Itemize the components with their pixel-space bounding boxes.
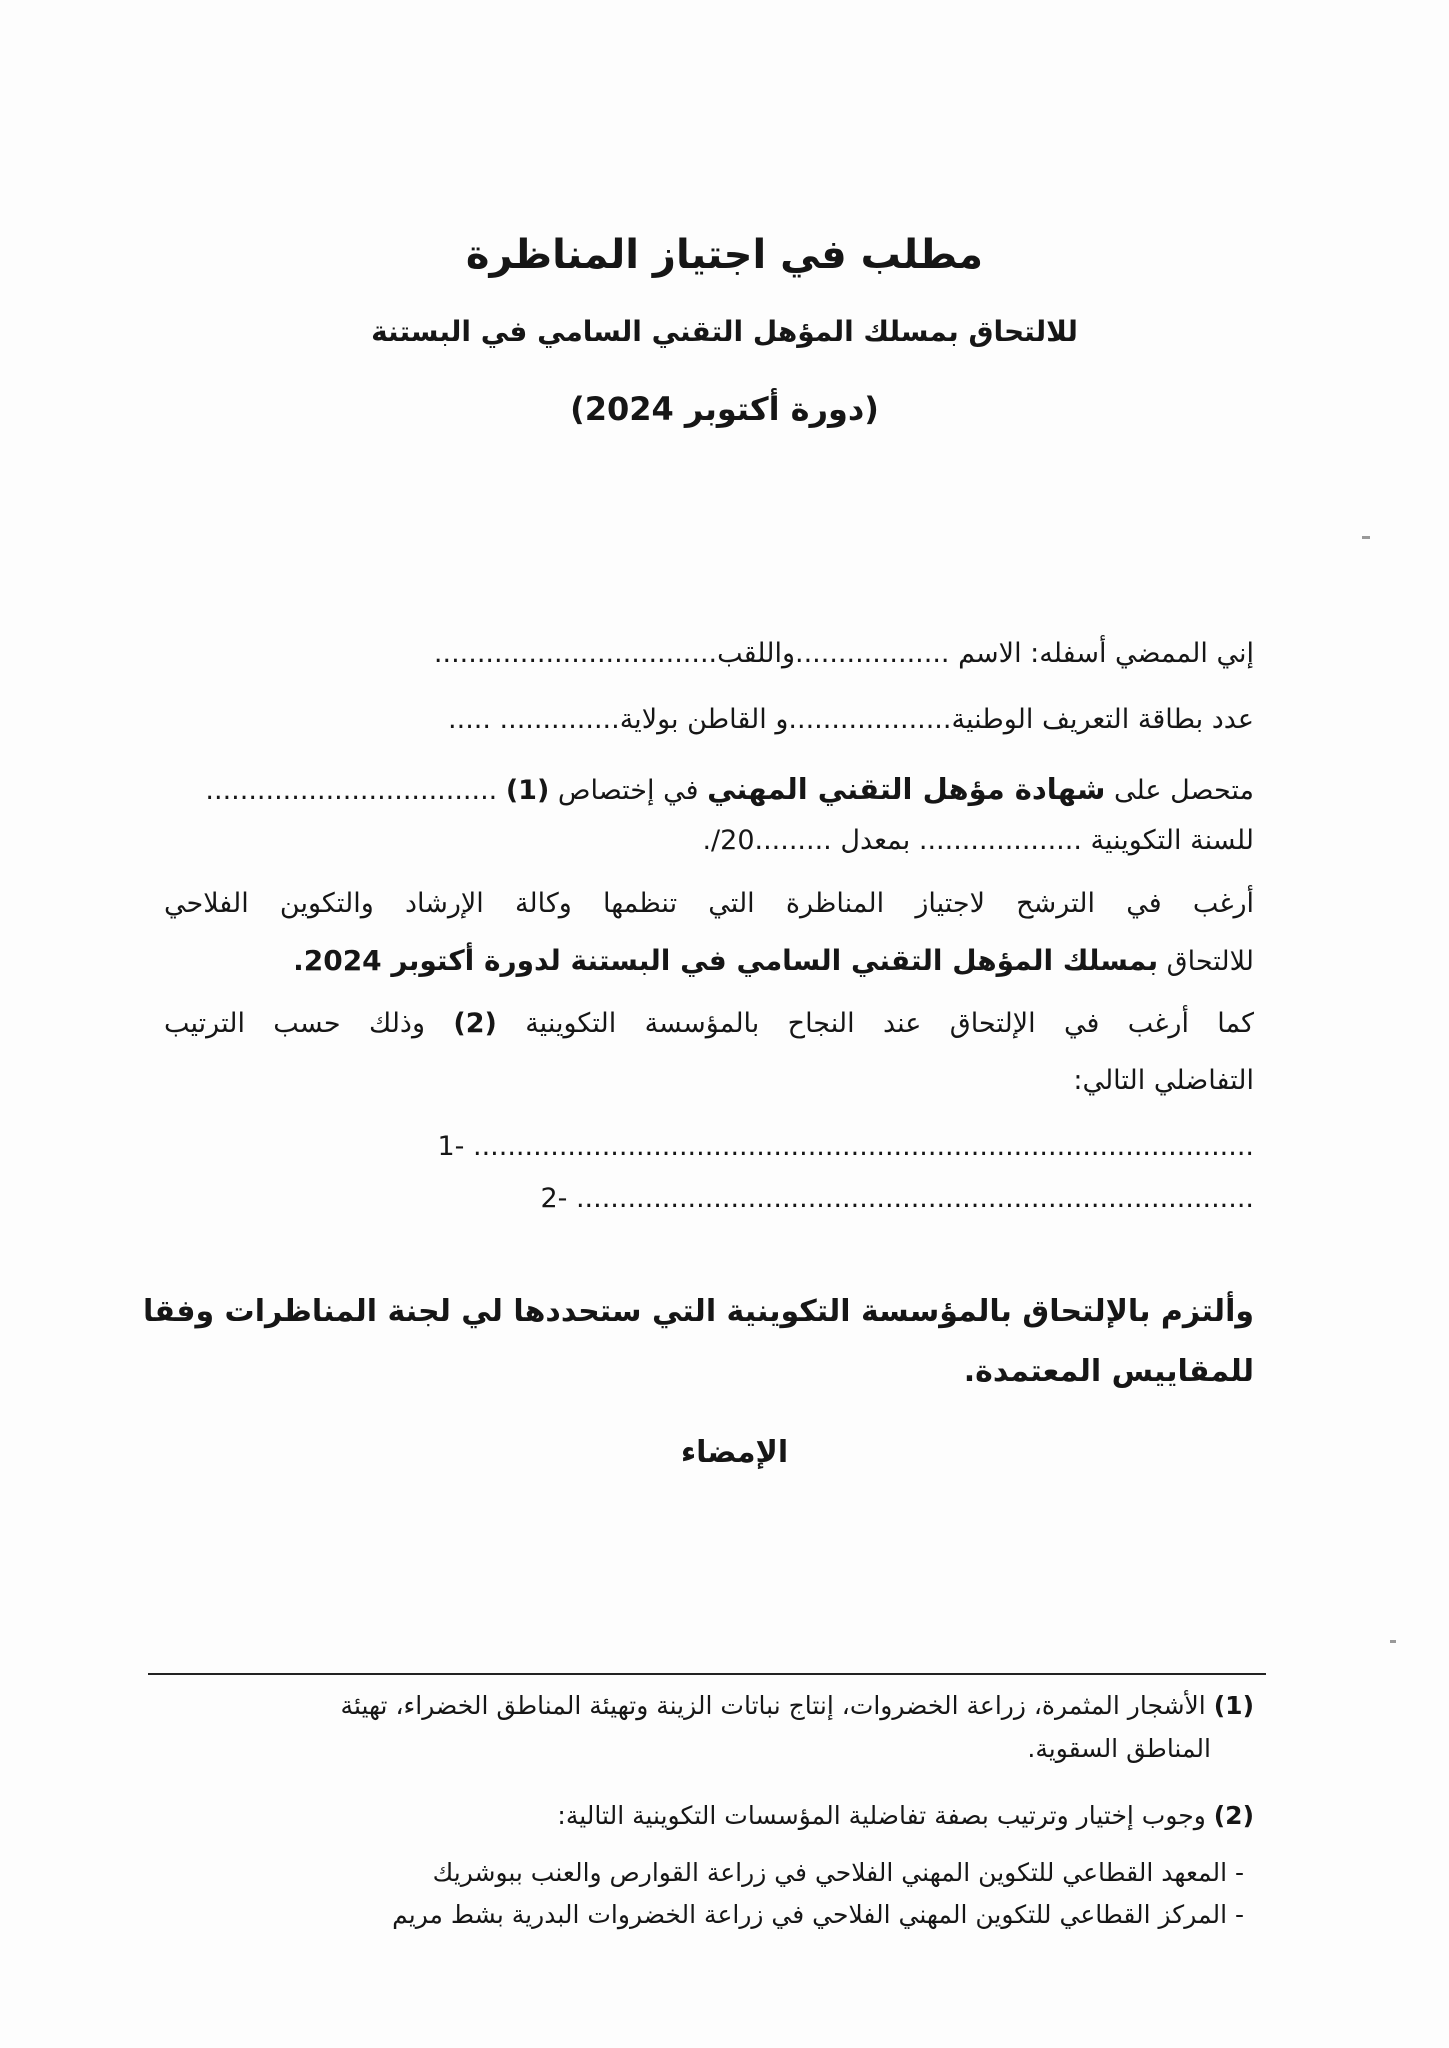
diploma-name: شهادة مؤهل التقني المهني — [707, 772, 1106, 806]
preference-line-2: التفاضلي التالي: — [1073, 1065, 1254, 1096]
name-line: إني الممضي أسفله: الاسم ..................واللقب................................. — [433, 638, 1254, 669]
choice-2: 2- ............................................................................... — [540, 1183, 1254, 1214]
specialty-label: في إختصاص — [549, 775, 708, 806]
footnote-separator — [148, 1673, 1266, 1675]
footnote-ref-1: (1) — [505, 775, 550, 806]
scan-speck — [1362, 536, 1370, 539]
footnote-2-number: (2) — [1213, 1801, 1254, 1830]
application-line-2 — [293, 944, 1254, 977]
join-prefix: للالتحاق — [1158, 946, 1254, 977]
diploma-prefix: متحصل على — [1105, 775, 1254, 806]
id-card-line: عدد بطاقة التعريف الوطنية...................و القاطن بولاية.............. ..... — [448, 704, 1254, 735]
specialty-dots: .................................. — [205, 775, 506, 806]
footnote-2 — [557, 1803, 1254, 1828]
preference-order: وذلك حسب الترتيب — [164, 1008, 454, 1039]
choice-1: 1- ........................................................................................... — [437, 1131, 1254, 1162]
footnote-1-text: الأشجار المثمرة، زراعة الخضروات، إنتاج نباتات الزينة وتهيئة المناطق الخضراء، تهيئة — [340, 1691, 1214, 1720]
doc-title: مطلب في اجتياز المناظرة — [465, 232, 984, 278]
program-name: بمسلك المؤهل التقني السامي في البستنة لدورة أكتوبر 2024. — [293, 944, 1159, 977]
footnote-1-continued: المناطق السقوية. — [1027, 1734, 1211, 1763]
institution-1: - المعهد القطاعي للتكوين المهني الفلاحي في زراعة القوارص والعنب ببوشريك — [432, 1858, 1244, 1887]
application-line-1: أرغب في الترشح لاجتياز المناظرة التي تنظمها وكالة الإرشاد والتكوين الفلاحي — [164, 888, 1254, 919]
signature-label: الإمضاء — [680, 1435, 789, 1470]
doc-subtitle: للالتحاق بمسلك المؤهل التقني السامي في البستنة — [371, 315, 1078, 348]
footnote-ref-2: (2) — [453, 1008, 497, 1039]
commitment-line-1: وألتزم بالإلتحاق بالمؤسسة التكوينية التي ستحددها لي لجنة المناظرات وفقا — [142, 1294, 1254, 1329]
footnote-2-text: وجوب إختيار وترتيب بصفة تفاضلية المؤسسات التكوينية التالية: — [557, 1801, 1214, 1830]
scan-speck — [1390, 1640, 1396, 1643]
footnote-1-number: (1) — [1213, 1691, 1254, 1720]
diploma-line — [205, 772, 1254, 806]
training-year-line: للسنة التكوينية ................... بمعدل .........20/. — [702, 825, 1254, 856]
doc-session: (دورة أكتوبر 2024) — [570, 390, 879, 428]
footnote-1 — [169, 1693, 1254, 1718]
preference-text: كما أرغب في الإلتحاق عند النجاح بالمؤسسة التكوينية — [496, 1008, 1254, 1039]
institution-2: - المركز القطاعي للتكوين المهني الفلاحي في زراعة الخضروات البدرية بشط مريم — [392, 1900, 1244, 1929]
commitment-line-2: للمقاييس المعتمدة. — [963, 1354, 1254, 1389]
preference-line-1 — [164, 1010, 1254, 1037]
